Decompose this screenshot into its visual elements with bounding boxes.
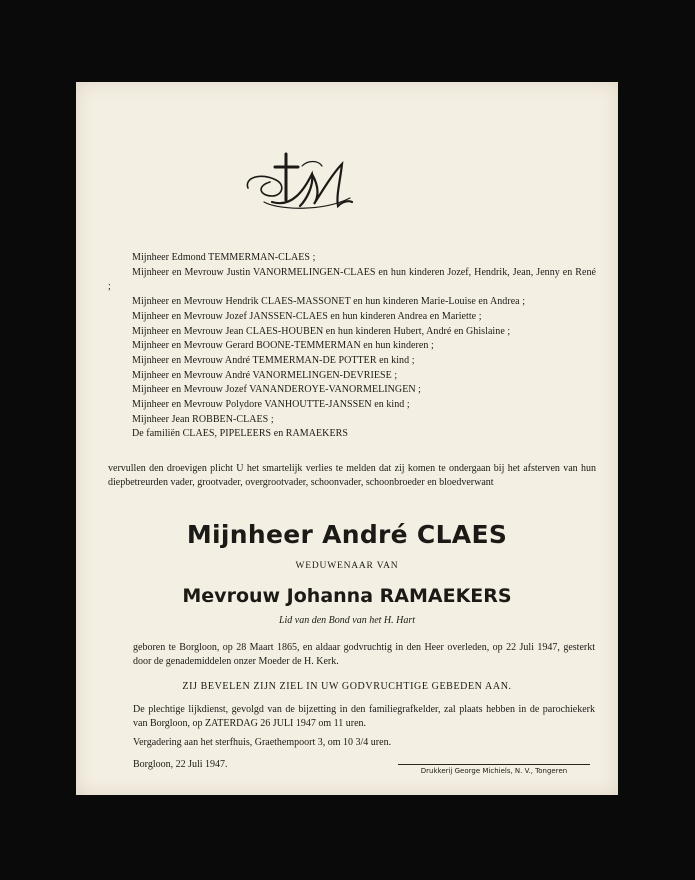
mourner-line: Mijnheer en Mevrouw André TEMMERMAN-DE POTTER en kind ; [132,354,415,366]
mourner-line: De familiën CLAES, PIPELEERS en RAMAEKERS [132,428,348,440]
mourner-line: Mijnheer en Mevrouw Jozef JANSSEN-CLAES en hun kinderen Andrea en Mariette ; [132,310,482,322]
gathering-details: Vergadering aan het sterfhuis, Graethempoort 3, om 10 3/4 uren. [133,737,392,748]
mourner-line: Mijnheer Edmond TEMMERMAN-CLAES ; [132,252,316,263]
mourner-line: Mijnheer en Mevrouw Justin VANORMELINGEN-CLAES en hun kinderen Jozef, Hendrik, Jean, Jenny en René ; [108,266,596,293]
deceased-name: Mijnheer André CLAES [186,520,508,549]
mourning-card [76,82,618,795]
spouse-name: Mevrouw Johanna RAMAEKERS [182,585,512,607]
funeral-details: De plechtige lijkdienst, gevolgd van de bijzetting in den familiegrafkelder, zal plaats hebben in de parochiekerk van Borgloon, op ZATERDAG 26 JULI 1947 om 11 uren. [133,704,595,729]
birth-death-text: geboren te Borgloon, op 28 Maart 1865, en aldaar godvruchtig in den Heer overleden, op 22 Juli 1947, gesterkt door de genademiddelen onzer Moeder de H. Kerk. [133,642,595,667]
mourner-line: Mijnheer Jean ROBBEN-CLAES ; [132,413,274,425]
mourners-list [108,251,596,442]
announcement-intro: vervullen den droevigen plicht U het smartelijk verlies te melden dat zij komen te ondergaan bij het afsterven van hun diepbetreurden vader, grootvader, overgrootvader, schoonvader, schoonbroeder en bloedverwant [108,463,596,488]
mourner-line: Mijnheer en Mevrouw André VANORMELINGEN-DEVRIESE ; [132,369,398,381]
membership-note: Lid van den Bond van het H. Hart [278,615,416,626]
printer-credit: Drukkerij George Michiels, N. V., Tongeren [398,764,590,775]
mourner-line: Mijnheer en Mevrouw Hendrik CLAES-MASSONET en hun kinderen Marie-Louise en Andrea ; [132,296,526,308]
place-and-date: Borgloon, 22 Juli 1947. [133,759,228,770]
mourner-line: Mijnheer en Mevrouw Jozef VANANDEROYE-VANORMELINGEN ; [132,384,422,396]
widower-of-label: WEDUWENAAR VAN [295,561,399,571]
prayer-request: ZIJ BEVELEN ZIJN ZIEL IN UW GODVRUCHTIGE GEBEDEN AAN. [182,681,512,692]
mourner-line: Mijnheer en Mevrouw Gerard BOONE-TEMMERMAN en hun kinderen ; [132,340,434,352]
mourner-line: Mijnheer en Mevrouw Polydore VANHOUTTE-JANSSEN en kind ; [132,399,410,411]
cross-and-m-monogram-icon [242,152,362,220]
mourner-line: Mijnheer en Mevrouw Jean CLAES-HOUBEN en hun kinderen Hubert, André en Ghislaine ; [132,325,511,337]
